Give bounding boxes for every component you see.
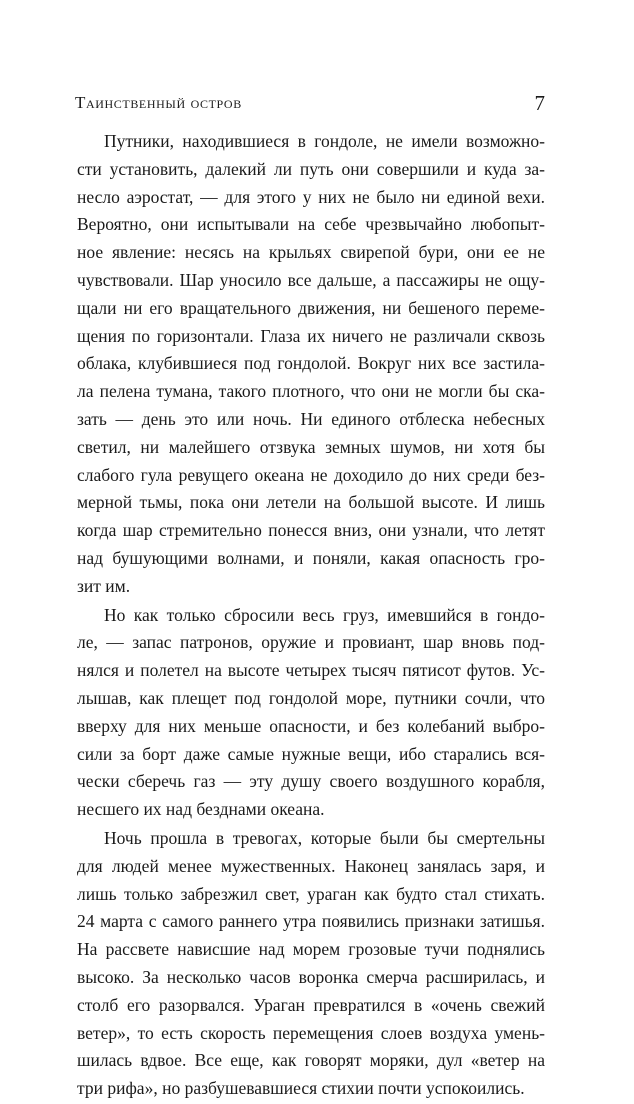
text-line: ное явление: несясь на крыльях свирепой бури, они ее не (77, 242, 545, 263)
text-line: щения по горизонтали. Глаза их ничего не различали сквозь (77, 325, 545, 346)
text-line: зать — день это или ночь. Ни единого отблеска небесных (77, 408, 545, 429)
body-text (77, 128, 545, 1104)
text-line: ветер», то есть скорость перемещения слоев воздуха умень- (77, 1022, 545, 1043)
text-line: несло аэростат, — для этого у них не было ни единой вехи. (77, 186, 545, 207)
text-line: облака, клубившиеся под гондолой. Вокруг них все застила- (77, 353, 545, 374)
text-line: На рассвете нависшие над морем грозовые тучи поднялись (77, 939, 545, 960)
text-line: мерной тьмы, пока они летели на большой высоте. И лишь (77, 492, 545, 513)
text-line: вверху для них меньше опасности, и без колебаний выбро- (77, 715, 545, 736)
text-line: нялся и полетел на высоте четырех тысяч пятисот футов. Ус- (77, 660, 545, 681)
text-line: ле, — запас патронов, оружие и провиант, шар вновь под- (77, 632, 545, 653)
text-line: несшего их над безднами океана. (77, 799, 325, 820)
text-line: ла пелена тумана, такого плотного, что они не могли бы ска- (77, 381, 545, 402)
text-line: над бушующими волнами, и поняли, какая опасность гро- (77, 547, 545, 568)
page-header (75, 93, 545, 119)
text-line: шилась вдвое. Все еще, как говорят моряки, дул «ветер на (77, 1050, 545, 1071)
text-line: сти установить, далекий ли путь они совершили и куда за- (77, 158, 545, 179)
paragraph (77, 825, 545, 1103)
text-line: Путники, находившиеся в гондоле, не имели возможно- (104, 131, 545, 151)
text-line: три рифа», но разбушевавшиеся стихии почти успокоились. (77, 1078, 525, 1099)
text-line: столб его разорвался. Ураган превратился в «очень свежий (77, 994, 545, 1015)
running-title: Таинственный остров (75, 93, 242, 112)
text-line: чески сберечь газ — эту душу своего воздушного корабля, (77, 771, 545, 792)
text-line: Вероятно, они испытывали на себе чрезвычайно любопыт- (77, 214, 545, 235)
text-line: щали ни его вращательного движения, ни бешеного переме- (77, 297, 545, 318)
text-line: слабого гула ревущего океана не доходило до них среди без- (77, 464, 545, 485)
paragraph (77, 128, 545, 601)
text-line: 24 марта с самого раннего утра появились признаки затишья. (77, 911, 545, 932)
text-line: когда шар стремительно понесся вниз, они узнали, что летят (77, 520, 545, 541)
text-line: зит им. (77, 575, 131, 596)
paragraph (77, 602, 545, 824)
text-line: лишь только забрезжил свет, ураган как будто стал стихать. (77, 883, 545, 904)
text-line: чувствовали. Шар уносило все дальше, а пассажиры не ощу- (77, 269, 545, 290)
text-line: сили за борт даже самые нужные вещи, ибо старались вся- (77, 743, 545, 764)
text-line: лышав, как плещет под гондолой море, путники сочли, что (77, 687, 545, 708)
text-line: для людей менее мужественных. Наконец занялась заря, и (77, 855, 545, 876)
text-line: светил, ни малейшего отзвука земных шумов, ни хотя бы (77, 436, 545, 457)
text-line: Ночь прошла в тревогах, которые были бы смертельны (104, 827, 545, 848)
text-line: высоко. За несколько часов воронка смерча расширилась, и (77, 966, 545, 987)
page-number: 7 (534, 91, 545, 115)
text-line: Но как только сбросили весь груз, имевшийся в гондо- (104, 604, 545, 625)
